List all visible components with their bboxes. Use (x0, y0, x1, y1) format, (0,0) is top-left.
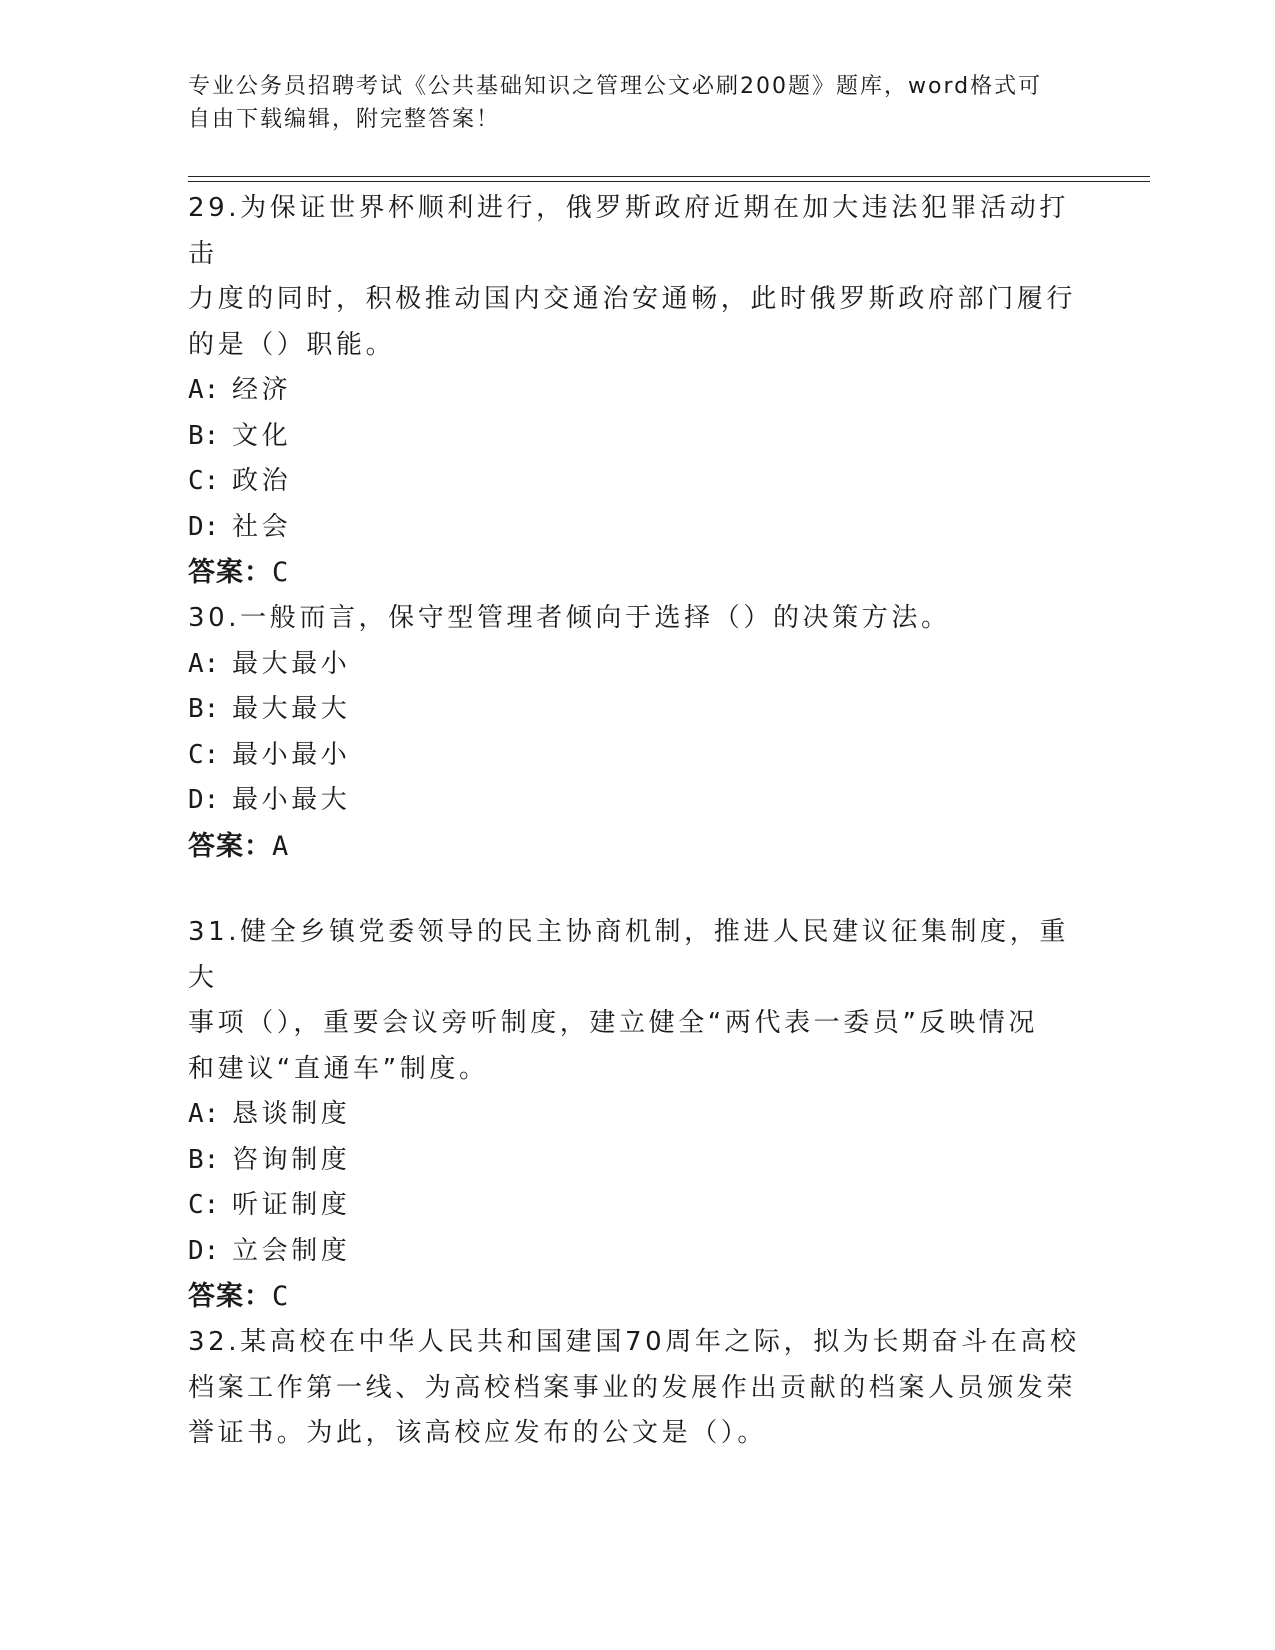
option-text: 立会制度 (232, 1235, 351, 1266)
option-a (188, 368, 1088, 414)
header-line-1: 专业公务员招聘考试《公共基础知识之管理公文必刷200题》题库，word格式可 (188, 74, 1043, 99)
header-line-2: 自由下载编辑，附完整答案！ (188, 107, 501, 132)
question-line: 事项（），重要会议旁听制度，建立健全“两代表一委员”反映情况 (188, 1008, 1038, 1038)
question-line: 档案工作第一线、为高校档案事业的发展作出贡献的档案人员颁发荣 (188, 1372, 1077, 1403)
option-text: 经济 (232, 375, 292, 405)
option-label: B: (188, 420, 220, 451)
option-text: 听证制度 (232, 1190, 351, 1220)
question-line: 32.某高校在中华人民共和国建国70周年之际，拟为长期奋斗在高校 (188, 1327, 1080, 1357)
option-text: 咨询制度 (232, 1144, 351, 1175)
answer-value: A (272, 830, 290, 862)
question-line: 29.为保证世界杯顺利进行，俄罗斯政府近期在加大违法犯罪活动打击 (188, 193, 1069, 269)
question-31 (188, 910, 1088, 1319)
question-line: 30.一般而言，保守型管理者倾向于选择（）的决策方法。 (188, 603, 951, 633)
option-text: 社会 (232, 511, 292, 542)
question-line: 和建议“直通车”制度。 (188, 1053, 489, 1084)
option-c (188, 733, 1088, 779)
option-label: A: (188, 648, 220, 679)
question-line: 31.健全乡镇党委领导的民主协商机制，推进人民建议征集制度，重大 (188, 917, 1069, 993)
option-text: 文化 (232, 420, 292, 451)
option-label: C: (188, 1190, 220, 1220)
option-text: 政治 (232, 466, 292, 496)
option-c (188, 459, 1088, 505)
option-d (188, 778, 1088, 824)
header-divider (188, 176, 1150, 177)
option-text: 最大最小 (232, 648, 351, 679)
option-label: D: (188, 511, 220, 542)
question-line: 力度的同时，积极推动国内交通治安通畅，此时俄罗斯政府部门履行 (188, 284, 1077, 314)
option-label: D: (188, 1235, 220, 1266)
option-text: 最小最小 (232, 739, 351, 770)
option-b (188, 687, 1088, 733)
answer-value: C (272, 557, 290, 588)
answer (188, 1274, 1088, 1319)
option-d (188, 505, 1088, 551)
option-label: B: (188, 694, 220, 724)
question-line: 的是（）职能。 (188, 329, 396, 360)
option-b (188, 1138, 1088, 1184)
option-text: 恳谈制度 (232, 1099, 351, 1129)
option-a (188, 642, 1088, 688)
question-29 (188, 186, 1088, 595)
question-32 (188, 1320, 1088, 1457)
answer (188, 824, 1088, 869)
option-label: A: (188, 1099, 220, 1129)
option-label: C: (188, 739, 220, 770)
option-text: 最大最大 (232, 694, 351, 724)
document-header (188, 70, 1068, 136)
option-text: 最小最大 (232, 785, 351, 815)
question-30 (188, 596, 1088, 869)
question-line: 誉证书。为此，该高校应发布的公文是（）。 (188, 1418, 768, 1448)
option-d (188, 1229, 1088, 1275)
header-divider-secondary (188, 181, 1150, 182)
option-label: C: (188, 466, 220, 496)
answer-label: 答案： (188, 1281, 272, 1312)
option-a (188, 1092, 1088, 1138)
answer-label: 答案： (188, 557, 272, 588)
answer (188, 550, 1088, 595)
option-label: A: (188, 375, 220, 405)
option-b (188, 414, 1088, 460)
answer-label: 答案： (188, 830, 272, 862)
option-label: D: (188, 785, 220, 815)
option-label: B: (188, 1144, 220, 1175)
option-c (188, 1183, 1088, 1229)
answer-value: C (272, 1281, 290, 1312)
